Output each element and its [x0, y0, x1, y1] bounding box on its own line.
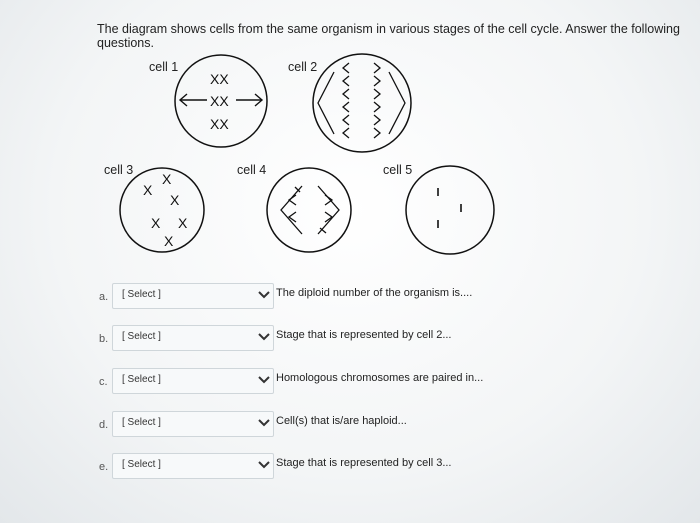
select-placeholder: [ Select ]	[122, 374, 161, 385]
answer-a-dropdown[interactable]	[112, 283, 274, 309]
answer-b-prompt: Stage that is represented by cell 2...	[276, 329, 452, 341]
question-text: The diagram shows cells from the same organism in various stages of the cell cycle. Answer the following questions.	[97, 22, 680, 50]
answer-b-dropdown[interactable]	[112, 325, 274, 351]
row-letter: b.	[99, 333, 109, 345]
cell-2-label: cell 2	[288, 60, 318, 74]
row-letter: d.	[99, 419, 109, 431]
cell-3-chromosome: X	[170, 192, 180, 208]
cell-1-chromosome-pair: XX	[210, 71, 229, 87]
answer-row-a	[0, 283, 700, 313]
answer-c-prompt: Homologous chromosomes are paired in...	[276, 372, 484, 384]
cell-2-membrane	[313, 54, 411, 152]
cell-3-chromosome: X	[143, 182, 153, 198]
chevron-down-icon[interactable]	[256, 286, 272, 302]
chevron-down-icon[interactable]	[256, 456, 272, 472]
cell-3-chromosome: X	[178, 215, 188, 231]
row-letter: c.	[99, 376, 108, 388]
cell-3-chromosome: X	[164, 233, 174, 249]
cell-4-chromatids	[281, 186, 339, 234]
answer-row-b	[0, 325, 700, 355]
answer-e-dropdown[interactable]	[112, 453, 274, 479]
cell-5-chromosomes	[438, 188, 461, 228]
cell-4	[237, 163, 351, 252]
cell-1-label: cell 1	[149, 60, 179, 74]
select-placeholder: [ Select ]	[122, 331, 161, 342]
cell-1-chromosome-pair: XX	[210, 116, 229, 132]
cell-1-chromosome-pair: XX	[210, 93, 229, 109]
answer-row-d	[0, 411, 700, 441]
answer-d-dropdown[interactable]	[112, 411, 274, 437]
cell-5	[383, 163, 494, 254]
row-letter: a.	[99, 291, 109, 303]
answer-e-prompt: Stage that is represented by cell 3...	[276, 457, 452, 469]
chevron-down-icon[interactable]	[256, 371, 272, 387]
cell-3	[104, 163, 204, 252]
cell-4-label: cell 4	[237, 163, 267, 177]
cell-2	[288, 54, 411, 152]
answer-row-c	[0, 368, 700, 398]
cell-3-chromosome: X	[151, 215, 161, 231]
chevron-down-icon[interactable]	[256, 328, 272, 344]
cell-5-label: cell 5	[383, 163, 413, 177]
cell-2-chromatids	[318, 63, 405, 138]
cell-3-chromosome: X	[162, 171, 172, 187]
select-placeholder: [ Select ]	[122, 459, 161, 470]
cell-3-label: cell 3	[104, 163, 134, 177]
answer-d-prompt: Cell(s) that is/are haploid...	[276, 415, 407, 427]
answer-a-prompt: The diploid number of the organism is....	[276, 287, 473, 299]
answer-row-e	[0, 453, 700, 483]
cell-5-membrane	[406, 166, 494, 254]
cell-1	[149, 55, 267, 147]
select-placeholder: [ Select ]	[122, 289, 161, 300]
answer-c-dropdown[interactable]	[112, 368, 274, 394]
row-letter: e.	[99, 461, 109, 473]
chevron-down-icon[interactable]	[256, 414, 272, 430]
select-placeholder: [ Select ]	[122, 417, 161, 428]
